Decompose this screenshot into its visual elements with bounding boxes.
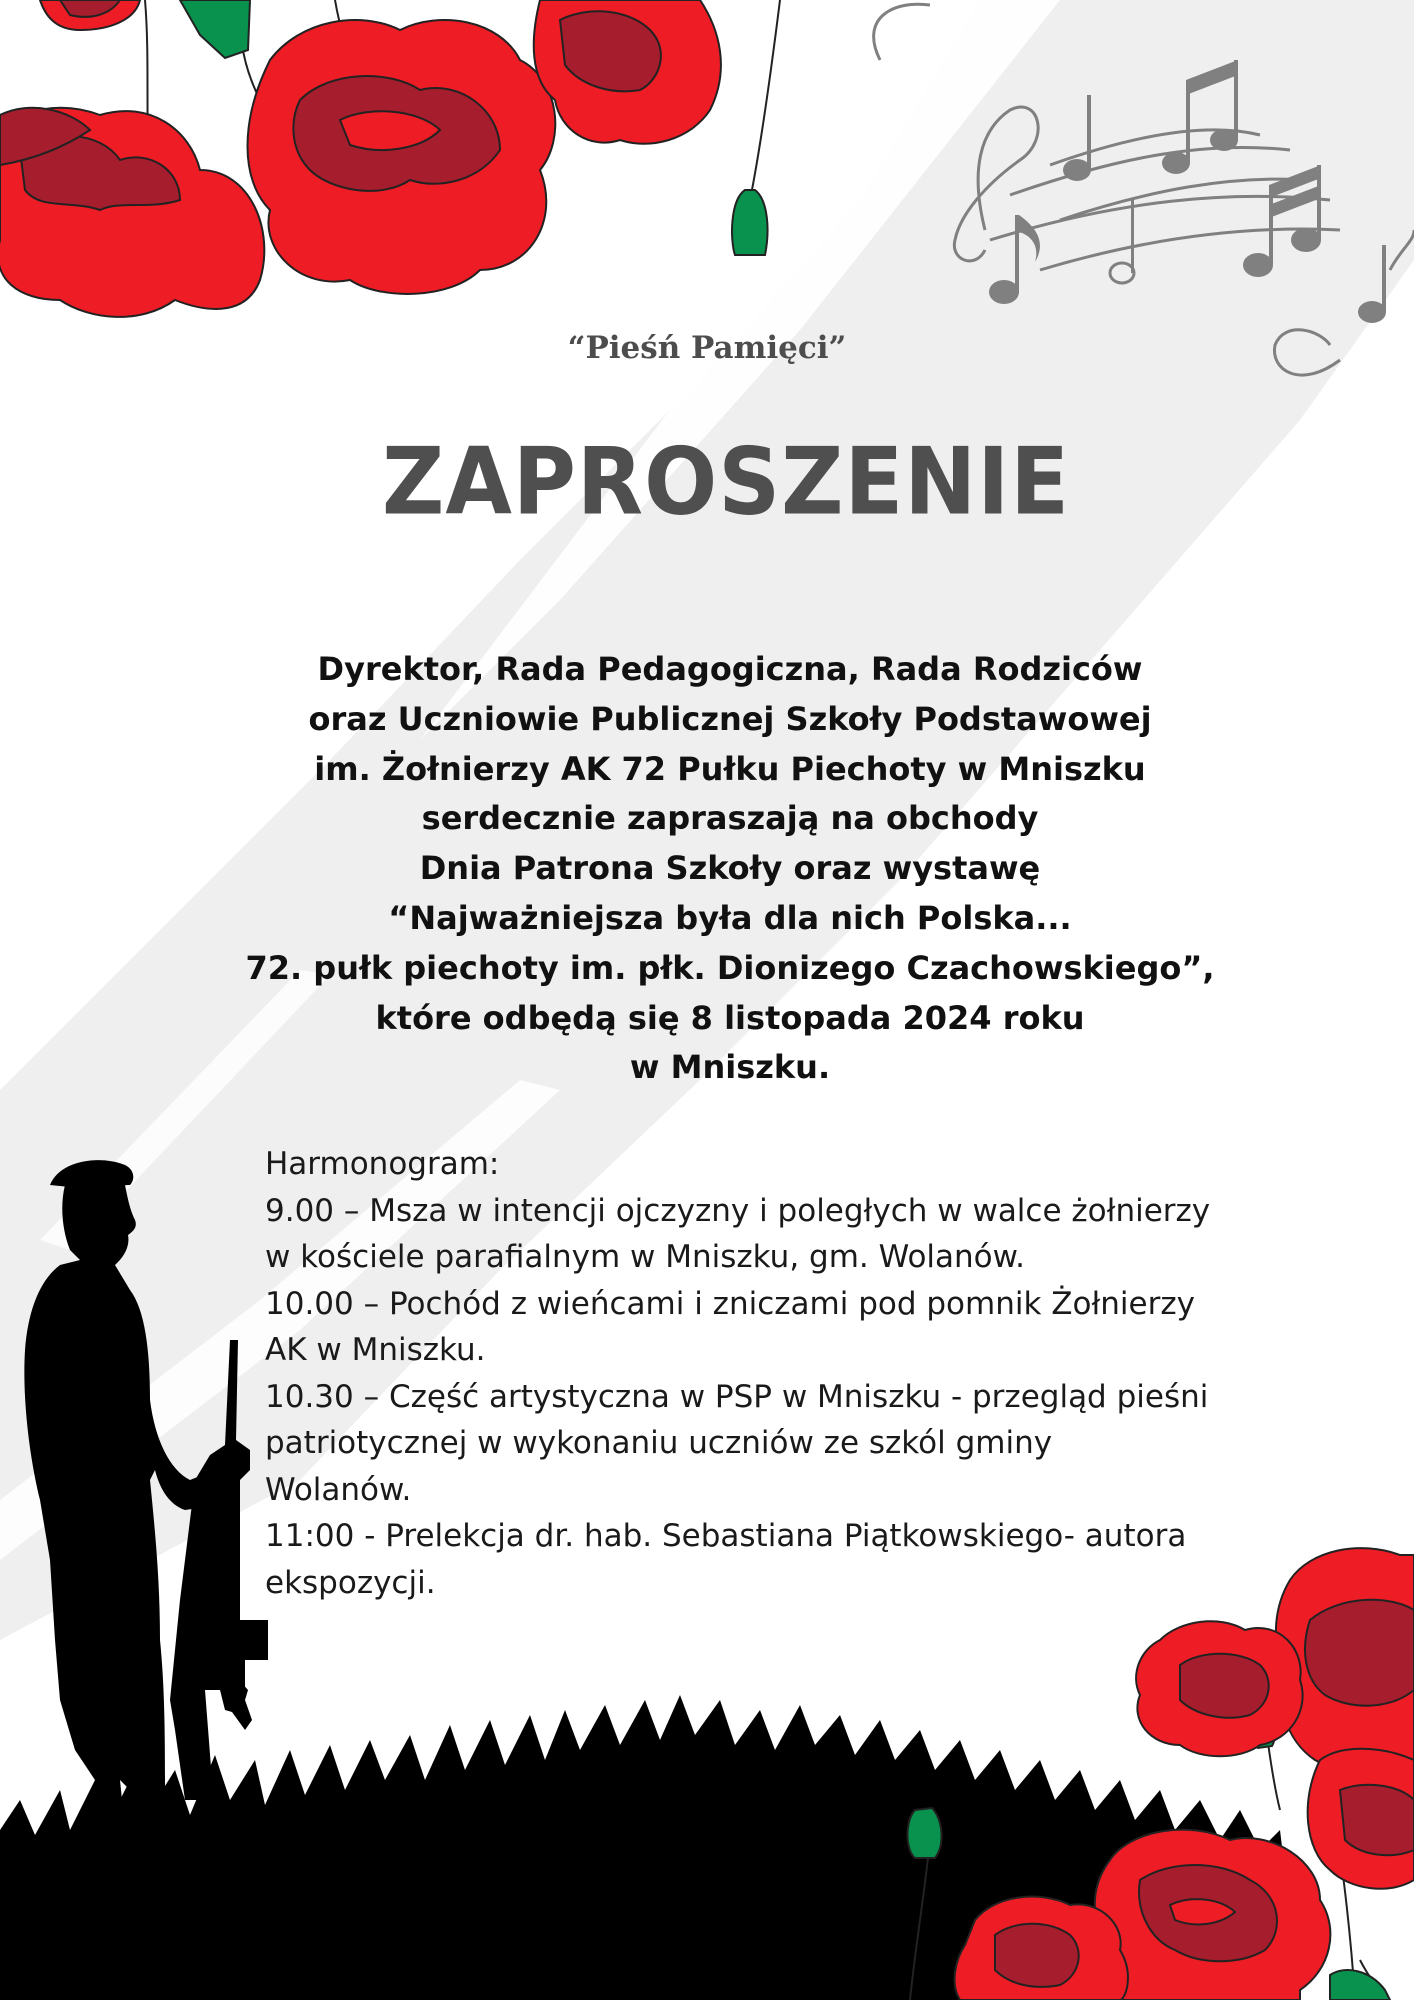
schedule-heading: Harmonogram: <box>265 1146 500 1182</box>
schedule-line: patriotycznej w wykonaniu uczniów ze szkól gminy <box>265 1425 1053 1461</box>
schedule-line: 11:00 - Prelekcja dr. hab. Sebastiana Piątkowskiego- autora <box>265 1518 1187 1554</box>
schedule-line: Wolanów. <box>265 1471 412 1508</box>
schedule-line: w kościele parafialnym w Mniszku, gm. Wolanów. <box>265 1239 1025 1275</box>
schedule-section <box>265 1141 1265 1606</box>
invitation-line: “Najważniejsza była dla nich Polska... <box>388 898 1072 937</box>
invitation-line: 72. pułk piechoty im. płk. Dionizego Czachowskiego”, <box>245 948 1215 987</box>
page-title: ZAPROSZENIE <box>381 428 1071 536</box>
invitation-line: które odbędą się 8 listopada 2024 roku <box>375 998 1085 1037</box>
invitation-line: w Mniszku. <box>629 1048 831 1087</box>
invitation-line: oraz Uczniowie Publicznej Szkoły Podstawowej <box>308 699 1152 738</box>
schedule-line: 10.30 – Część artystyczna w PSP w Mniszku - przegląd pieśni <box>265 1378 1209 1415</box>
schedule-line: 10.00 – Pochód z wieńcami i zniczami pod pomnik Żołnierzy <box>265 1285 1195 1322</box>
invitation-text <box>240 645 1220 1093</box>
invitation-line: im. Żołnierzy AK 72 Pułku Piechoty w Mniszku <box>314 749 1146 788</box>
invitation-line: serdecznie zapraszają na obchody <box>421 799 1039 838</box>
event-subtitle: “Pieśń Pamięci” <box>567 330 847 366</box>
schedule-line: ekspozycji. <box>265 1564 436 1601</box>
schedule-line: 9.00 – Msza w intencji ojczyzny i poległych w walce żołnierzy <box>265 1192 1211 1229</box>
invitation-line: Dyrektor, Rada Pedagogiczna, Rada Rodziców <box>317 650 1143 688</box>
schedule-line: AK w Mniszku. <box>265 1332 486 1368</box>
invitation-line: Dnia Patrona Szkoły oraz wystawę <box>419 849 1041 888</box>
